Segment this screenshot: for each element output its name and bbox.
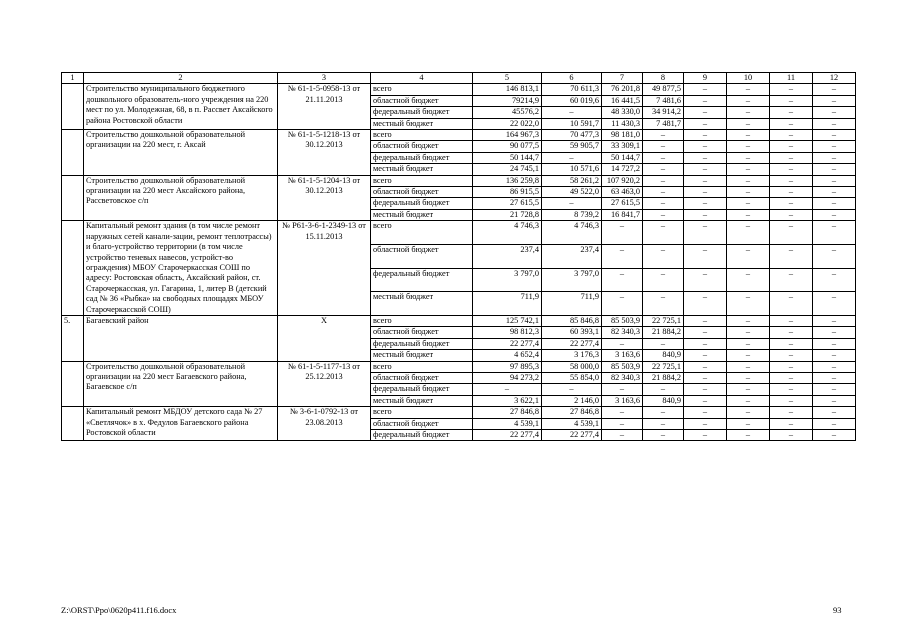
budget-table [61,72,856,441]
value-cell: 22 725,1 [643,361,684,372]
value-cell: – [643,418,684,429]
value-cell: – [813,384,856,395]
value-cell: – [727,175,770,186]
document-number-cell: № 61-1-5-1218-13 от 30.12.2013 [278,130,371,176]
value-cell: – [684,130,727,141]
value-cell: – [813,130,856,141]
row-index-cell [62,84,84,130]
table-row [62,315,856,326]
value-cell: – [643,430,684,441]
funding-source-cell: всего [371,84,473,95]
row-index-cell [62,130,84,176]
funding-source-cell: федеральный бюджет [371,107,473,118]
value-cell: 85 503,9 [602,315,643,326]
value-cell: 3 163,6 [602,395,643,406]
value-cell: – [643,187,684,198]
value-cell: 14 727,2 [602,164,643,175]
value-cell: – [684,198,727,209]
value-cell: 60 393,1 [542,327,602,338]
value-cell: – [643,152,684,163]
value-cell: – [643,268,684,292]
value-cell: 58 000,0 [542,361,602,372]
value-cell: 21 884,2 [643,372,684,383]
value-cell: – [602,418,643,429]
value-cell: – [602,384,643,395]
value-cell: 11 430,3 [602,118,643,129]
value-cell: 82 340,3 [602,327,643,338]
value-cell: – [727,418,770,429]
value-cell: 16 441,5 [602,95,643,106]
value-cell: – [770,221,813,245]
value-cell: – [770,430,813,441]
value-cell: – [602,268,643,292]
value-cell: – [813,315,856,326]
value-cell: 94 273,2 [473,372,542,383]
funding-source-cell: областной бюджет [371,187,473,198]
value-cell: – [770,187,813,198]
value-cell: 55 854,0 [542,372,602,383]
value-cell: – [684,418,727,429]
value-cell: 22 022,0 [473,118,542,129]
table-row [62,361,856,372]
value-cell: – [727,84,770,95]
value-cell: – [813,372,856,383]
value-cell: – [542,107,602,118]
value-cell: 50 144,7 [602,152,643,163]
value-cell: 50 144,7 [473,152,542,163]
value-cell: 711,9 [542,292,602,316]
value-cell: – [727,118,770,129]
value-cell: 58 261,2 [542,175,602,186]
value-cell: 76 201,8 [602,84,643,95]
value-cell: 10 571,6 [542,164,602,175]
value-cell: – [684,338,727,349]
value-cell: 98 181,0 [602,130,643,141]
value-cell: – [602,292,643,316]
funding-source-cell: областной бюджет [371,372,473,383]
value-cell: – [684,430,727,441]
value-cell: – [770,418,813,429]
value-cell: 22 725,1 [643,315,684,326]
value-cell: – [602,244,643,268]
value-cell: 237,4 [473,244,542,268]
value-cell: – [813,198,856,209]
row-index-cell [62,221,84,316]
value-cell: – [602,407,643,418]
value-cell: – [813,268,856,292]
value-cell: – [542,152,602,163]
value-cell: 24 745,1 [473,164,542,175]
value-cell: – [770,268,813,292]
value-cell: 8 739,2 [542,209,602,220]
value-cell: – [727,107,770,118]
funding-source-cell: областной бюджет [371,95,473,106]
value-cell: – [770,361,813,372]
value-cell: – [684,84,727,95]
value-cell: 107 920,2 [602,175,643,186]
value-cell: – [727,384,770,395]
value-cell: – [727,209,770,220]
document-number-cell: № 61-1-5-0958-13 от 21.11.2013 [278,84,371,130]
value-cell: – [727,430,770,441]
value-cell: – [727,315,770,326]
value-cell: – [770,338,813,349]
value-cell: – [602,338,643,349]
value-cell: 3 176,3 [542,350,602,361]
value-cell: – [684,350,727,361]
value-cell: – [813,418,856,429]
document-number-cell: Х [278,315,371,361]
value-cell: – [813,175,856,186]
document-number-cell: № Р61-3-6-1-2349-13 от 15.11.2013 [278,221,371,316]
funding-source-cell: областной бюджет [371,327,473,338]
value-cell: 49 522,0 [542,187,602,198]
value-cell: – [684,118,727,129]
value-cell: – [813,187,856,198]
value-cell: – [813,221,856,245]
value-cell: – [770,84,813,95]
value-cell: – [813,118,856,129]
value-cell: – [602,430,643,441]
value-cell: 22 277,4 [473,430,542,441]
value-cell: – [813,407,856,418]
document-number-cell: № 61-1-5-1177-13 от 25.12.2013 [278,361,371,407]
value-cell: 34 914,2 [643,107,684,118]
value-cell: 27 846,8 [473,407,542,418]
value-cell: 27 615,5 [473,198,542,209]
value-cell: 63 463,0 [602,187,643,198]
value-cell: – [770,141,813,152]
value-cell: – [643,407,684,418]
col-header: 6 [542,73,602,84]
value-cell: 82 340,3 [602,372,643,383]
value-cell: – [684,372,727,383]
object-name-cell: Багаевский район [84,315,278,361]
value-cell: – [770,350,813,361]
funding-source-cell: местный бюджет [371,395,473,406]
value-cell: 146 813,1 [473,84,542,95]
value-cell: – [684,268,727,292]
value-cell: – [684,141,727,152]
value-cell: – [770,118,813,129]
value-cell: – [727,95,770,106]
table-header-row [62,73,856,84]
table-row [62,407,856,418]
value-cell: 3 797,0 [542,268,602,292]
value-cell: – [770,209,813,220]
value-cell: 49 877,5 [643,84,684,95]
funding-source-cell: федеральный бюджет [371,338,473,349]
value-cell: 70 611,3 [542,84,602,95]
value-cell: – [813,395,856,406]
col-header: 2 [84,73,278,84]
value-cell: 3 797,0 [473,268,542,292]
value-cell: 3 622,1 [473,395,542,406]
value-cell: – [684,315,727,326]
value-cell: – [684,384,727,395]
funding-source-cell: всего [371,175,473,186]
funding-source-cell: всего [371,407,473,418]
value-cell: – [813,152,856,163]
value-cell: – [684,361,727,372]
value-cell: 4 746,3 [473,221,542,245]
value-cell: – [770,107,813,118]
funding-source-cell: местный бюджет [371,350,473,361]
col-header: 3 [278,73,371,84]
value-cell: – [770,372,813,383]
value-cell: 3 163,6 [602,350,643,361]
value-cell: – [643,164,684,175]
value-cell: – [727,187,770,198]
value-cell: – [643,130,684,141]
value-cell: – [727,361,770,372]
value-cell: – [643,292,684,316]
value-cell: – [727,350,770,361]
value-cell: 7 481,7 [643,118,684,129]
row-index-cell [62,175,84,221]
value-cell: – [813,350,856,361]
value-cell: – [684,327,727,338]
funding-source-cell: областной бюджет [371,418,473,429]
value-cell: – [542,198,602,209]
value-cell: – [727,292,770,316]
value-cell: – [813,107,856,118]
col-header: 12 [813,73,856,84]
value-cell: – [770,152,813,163]
value-cell: – [770,95,813,106]
value-cell: 4 539,1 [542,418,602,429]
value-cell: – [727,141,770,152]
funding-source-cell: местный бюджет [371,118,473,129]
table-row [62,84,856,95]
funding-source-cell: местный бюджет [371,292,473,316]
value-cell: – [770,198,813,209]
value-cell: – [727,221,770,245]
value-cell: 21 728,8 [473,209,542,220]
value-cell: 86 915,5 [473,187,542,198]
funding-source-cell: местный бюджет [371,209,473,220]
value-cell: – [684,175,727,186]
value-cell: – [684,187,727,198]
value-cell: – [727,152,770,163]
value-cell: – [727,244,770,268]
value-cell: 4 652,4 [473,350,542,361]
row-index-cell [62,361,84,407]
value-cell: 27 615,5 [602,198,643,209]
value-cell: 33 309,1 [602,141,643,152]
object-name-cell: Капитальный ремонт МБДОУ детского сада № 27 «Светлячок» в х. Федулов Багаевского района Ростовской области [84,407,278,441]
value-cell: 79214,9 [473,95,542,106]
value-cell: – [684,407,727,418]
row-index-cell: 5. [62,315,84,361]
value-cell: 60 019,6 [542,95,602,106]
value-cell: – [727,395,770,406]
value-cell: 90 077,5 [473,141,542,152]
value-cell: 22 277,4 [473,338,542,349]
funding-source-cell: всего [371,361,473,372]
col-header: 11 [770,73,813,84]
value-cell: 27 846,8 [542,407,602,418]
document-number-cell: № 3-6-1-0792-13 от 23.08.2013 [278,407,371,441]
value-cell: – [770,164,813,175]
table-row [62,221,856,245]
value-cell: – [770,315,813,326]
value-cell: – [643,198,684,209]
col-header: 7 [602,73,643,84]
funding-source-cell: всего [371,130,473,141]
value-cell: – [643,221,684,245]
value-cell: – [813,141,856,152]
value-cell: 840,9 [643,395,684,406]
value-cell: 70 477,3 [542,130,602,141]
value-cell: – [727,198,770,209]
value-cell: – [727,130,770,141]
value-cell: 164 967,3 [473,130,542,141]
value-cell: 7 481,6 [643,95,684,106]
value-cell: – [813,164,856,175]
value-cell: – [684,164,727,175]
value-cell: – [542,384,602,395]
value-cell: 136 259,8 [473,175,542,186]
value-cell: – [684,395,727,406]
value-cell: 125 742,1 [473,315,542,326]
value-cell: 4 746,3 [542,221,602,245]
value-cell: 98 812,3 [473,327,542,338]
value-cell: 2 146,0 [542,395,602,406]
value-cell: 16 841,7 [602,209,643,220]
value-cell: – [643,338,684,349]
value-cell: – [684,221,727,245]
value-cell: – [727,268,770,292]
object-name-cell: Строительство дошкольной образовательной организации на 220 мест, г. Аксай [84,130,278,176]
value-cell: – [643,141,684,152]
value-cell: 10 591,7 [542,118,602,129]
value-cell: – [813,327,856,338]
value-cell: 45576,2 [473,107,542,118]
value-cell: 97 895,3 [473,361,542,372]
table-row [62,175,856,186]
value-cell: – [770,175,813,186]
value-cell: – [643,384,684,395]
value-cell: – [643,209,684,220]
value-cell: – [727,327,770,338]
value-cell: – [727,407,770,418]
funding-source-cell: областной бюджет [371,244,473,268]
value-cell: 85 503,9 [602,361,643,372]
col-header: 5 [473,73,542,84]
value-cell: 48 330,0 [602,107,643,118]
value-cell: – [602,221,643,245]
funding-source-cell: федеральный бюджет [371,384,473,395]
value-cell: – [770,292,813,316]
value-cell: – [684,244,727,268]
value-cell: – [684,107,727,118]
value-cell: – [813,338,856,349]
document-number-cell: № 61-1-5-1204-13 от 30.12.2013 [278,175,371,221]
value-cell: 711,9 [473,292,542,316]
value-cell: – [473,384,542,395]
value-cell: – [813,430,856,441]
funding-source-cell: всего [371,315,473,326]
funding-source-cell: областной бюджет [371,141,473,152]
footer-file-path: Z:\ORST\Ppo\0620p411.f16.docx [61,605,177,615]
value-cell: – [684,209,727,220]
value-cell: – [813,209,856,220]
value-cell: – [813,95,856,106]
value-cell: – [813,84,856,95]
value-cell: 840,9 [643,350,684,361]
value-cell: 22 277,4 [542,338,602,349]
value-cell: 22 277,4 [542,430,602,441]
value-cell: 4 539,1 [473,418,542,429]
funding-source-cell: всего [371,221,473,245]
value-cell: – [684,95,727,106]
value-cell: – [684,152,727,163]
value-cell: – [770,395,813,406]
value-cell: 85 846,8 [542,315,602,326]
value-cell: – [770,384,813,395]
value-cell: – [727,164,770,175]
col-header: 9 [684,73,727,84]
value-cell: – [813,361,856,372]
value-cell: – [727,338,770,349]
object-name-cell: Капитальный ремонт здания (в том числе ремонт наружных сетей канали-зации, ремонт теплотрассы) и благо-устройство территории (в том числе устройство теневых навесов, устройст-во ограждения) МБОУ Старочеркасская СОШ по адресу: Ростовская область, Аксайский район, ст. Старочеркасская, ул. Гагарина, 1, литер В (детский сад № 36 «Рыбка» на свободных площадях МБОУ Старочеркасской СОШ) [84,221,278,316]
value-cell: – [813,292,856,316]
value-cell: – [770,407,813,418]
table-row [62,130,856,141]
value-cell: 21 884,2 [643,327,684,338]
value-cell: 237,4 [542,244,602,268]
funding-source-cell: федеральный бюджет [371,152,473,163]
row-index-cell [62,407,84,441]
funding-source-cell: федеральный бюджет [371,430,473,441]
funding-source-cell: местный бюджет [371,164,473,175]
value-cell: – [770,327,813,338]
object-name-cell: Строительство дошкольной образовательной организации на 220 мест Багаевского района, Багаевское с/п [84,361,278,407]
object-name-cell: Строительство муниципального бюджетного дошкольного образователь-ного учреждения на 220 мест по ул. Молодежная, 68, в п. Рассвет Аксайского района Ростовской области [84,84,278,130]
value-cell: – [770,130,813,141]
value-cell: – [813,244,856,268]
value-cell: 59 905,7 [542,141,602,152]
value-cell: – [770,244,813,268]
col-header: 10 [727,73,770,84]
funding-source-cell: федеральный бюджет [371,268,473,292]
col-header: 4 [371,73,473,84]
footer-page-number: 93 [833,605,842,615]
object-name-cell: Строительство дошкольной образовательной организации на 220 мест Аксайского района, Рассветовское с/п [84,175,278,221]
col-header: 1 [62,73,84,84]
funding-source-cell: федеральный бюджет [371,198,473,209]
value-cell: – [727,372,770,383]
col-header: 8 [643,73,684,84]
value-cell: – [684,292,727,316]
value-cell: – [643,175,684,186]
value-cell: – [643,244,684,268]
